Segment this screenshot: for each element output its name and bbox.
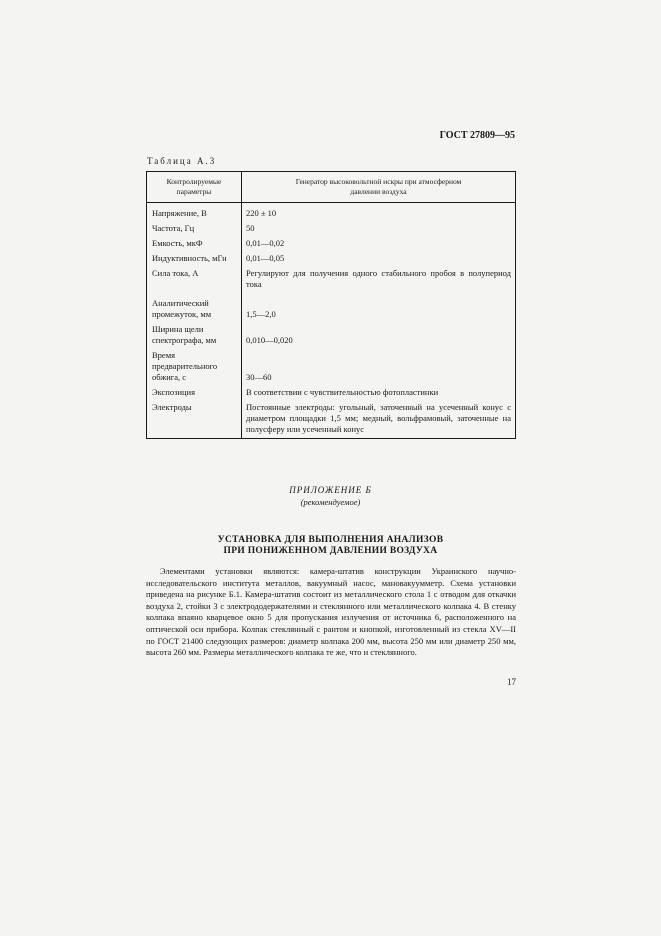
param-cell: Ширина щели спектрографа, мм [147, 322, 242, 348]
param-cell: Напряжение, В [147, 203, 242, 222]
param-cell: Емкость, мкФ [147, 236, 242, 251]
table-caption: Таблица А.3 [147, 156, 217, 166]
param-cell: Аналитический промежуток, мм [147, 292, 242, 322]
value-cell: В соответствии с чувствительностью фотопластинки [246, 387, 439, 397]
column-header-generator-text: Генератор высоковольтной искры при атмосферном давлении воздуха [295, 177, 462, 196]
appendix-label: ПРИЛОЖЕНИЕ Б [289, 485, 372, 495]
table-row [147, 236, 516, 251]
table-row [147, 221, 516, 236]
table-row [147, 385, 516, 400]
table-row [147, 348, 516, 385]
table-row [147, 292, 516, 322]
table-row [147, 322, 516, 348]
section-title [0, 535, 661, 557]
value-cell: 0,01—0,05 [246, 253, 285, 263]
column-header-generator [242, 172, 516, 203]
value-cell: 0,01—0,02 [246, 238, 285, 248]
body-paragraph: Элементами установки являются: камера-штатив конструкции Украинского научно-исследовательского института металлов, вакуумный насос, мановакуумметр. Схема установки приведена на рисунке Б.1. Камера-штатив состоит из металлического стола 1 с отводом для откачки воздуха 2, стойки 3 с электрододержателями и стеклянного или металлического колпака 4. В стенку колпака впаяно кварцевое окно 5 для пропускания излучения от источника 6, расположенного на оптической оси прибора. Колпак стеклянный с рантом и кнопкой, изготовленный из стекла ХV—II по ГОСТ 21400 следующих размеров: диаметр колпака 200 мм, высота 250 мм или диаметр 250 мм, высота 260 мм. Размеры металлического колпака те же, что и стеклянного. [146, 566, 516, 658]
value-cell: Регулируют для получения одного стабильного пробоя в полупериод тока [246, 268, 511, 289]
value-cell: Постоянные электроды: угольный, заточенный на усеченный конус с диаметром площадки 1,5 мм; медный, вольфрамовый, заточенные на полусферу или усеченный конус [246, 402, 511, 434]
table-row [147, 400, 516, 439]
param-cell: Экспозиция [147, 385, 242, 400]
table-row [147, 266, 516, 292]
section-title-line-1: УСТАНОВКА ДЛЯ ВЫПОЛНЕНИЯ АНАЛИЗОВ [217, 535, 444, 545]
value-cell: 0,010—0,020 [246, 335, 293, 345]
value-cell: 30—60 [246, 372, 272, 382]
table-row [147, 251, 516, 266]
standard-code: ГОСТ 27809—95 [439, 130, 515, 141]
appendix-note: (рекомендуемое) [300, 497, 361, 507]
column-header-parameters: Контролируемые параметры [147, 172, 242, 203]
param-cell: Сила тока, А [147, 266, 242, 292]
table-header-row [147, 172, 516, 203]
page-number: 17 [507, 677, 516, 687]
parameters-table [146, 171, 516, 439]
value-cell: 1,5—2,0 [246, 309, 276, 319]
param-cell: Время предварительного обжига, с [147, 348, 242, 385]
param-cell: Индуктивность, мГн [147, 251, 242, 266]
param-cell: Частота, Гц [147, 221, 242, 236]
section-title-line-2: ПРИ ПОНИЖЕННОМ ДАВЛЕНИИ ВОЗДУХА [223, 546, 438, 556]
table-row [147, 203, 516, 222]
param-cell: Электроды [147, 400, 242, 439]
value-cell: 50 [246, 223, 255, 233]
value-cell: 220 ± 10 [246, 208, 277, 218]
